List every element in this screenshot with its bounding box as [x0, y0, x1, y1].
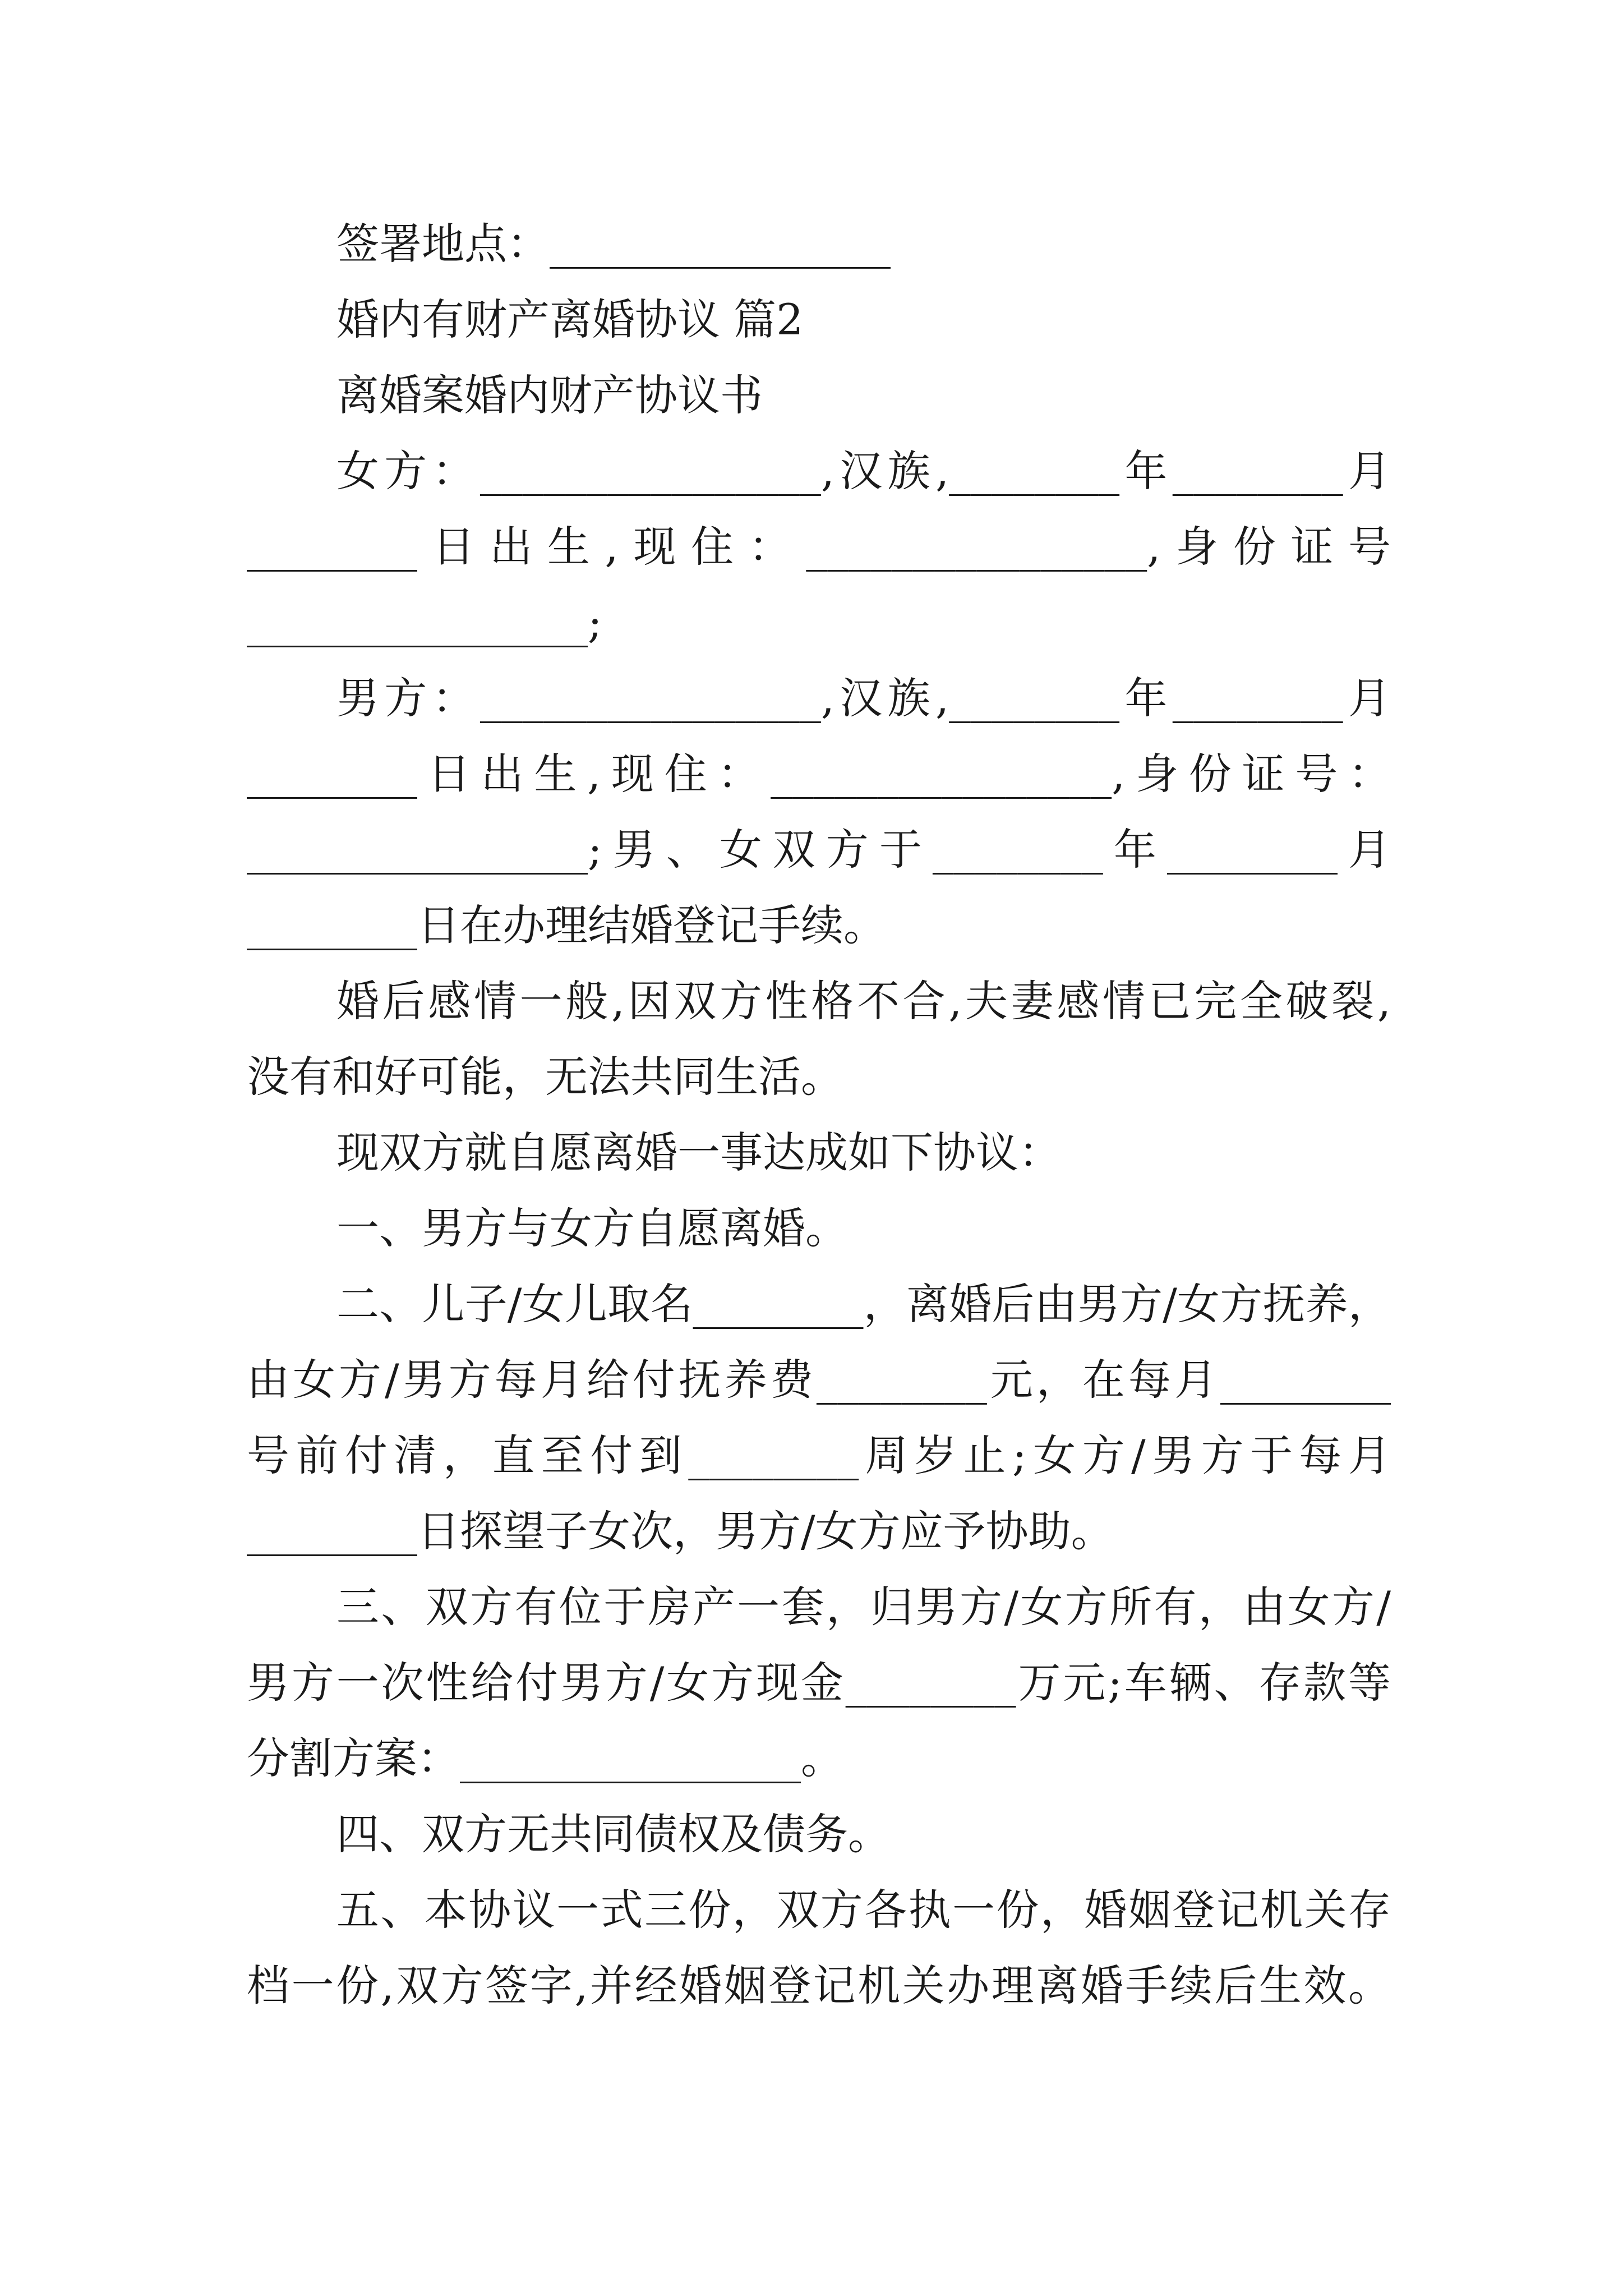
female-party-line: 女方：________________,汉族,________年________月: [336, 446, 1391, 496]
clause-three-line: 男方一次性给付男方/女方现金________万元;车辆、存款等: [247, 1658, 1391, 1708]
signing-location-line: 签署地点：________________: [336, 219, 891, 269]
paragraph-line: 现双方就自愿离婚一事达成如下协议：: [336, 1128, 1061, 1177]
paragraph-line: 婚后感情一般,因双方性格不合,夫妻感情已完全破裂,: [336, 976, 1391, 1026]
clause-three-line: 三、双方有位于房产一套，归男方/女方所有，由女方/: [336, 1582, 1391, 1632]
marriage-date-line: ________日在办理结婚登记手续。: [247, 900, 886, 950]
female-party-line: ________________;: [247, 597, 602, 647]
clause-two-line: 号前付清，直至付到________周岁止;女方/男方于每月: [247, 1430, 1391, 1480]
agreement-title: 离婚案婚内财产协议书: [336, 370, 763, 420]
clause-one: 一、男方与女方自愿离婚。: [336, 1203, 848, 1253]
female-party-line: ________日出生,现住：________________,身份证号: [247, 522, 1391, 572]
clause-three-line: 分割方案：________________。: [247, 1733, 843, 1783]
clause-four: 四、双方无共同债权及债务。: [336, 1809, 891, 1859]
male-party-line: 男方：________________,汉族,________年________月: [336, 673, 1391, 723]
clause-five-line: 五、本协议一式三份，双方各执一份，婚姻登记机关存: [336, 1885, 1391, 1935]
male-party-line: ________日出生,现住：________________,身份证号：: [247, 749, 1391, 799]
marriage-date-line: ________________;男、女双方于________年________月: [247, 825, 1391, 875]
clause-two-line: 二、儿子/女儿取名________，离婚后由男方/女方抚养，: [336, 1279, 1391, 1329]
clause-two-line: ________日探望子女次，男方/女方应予协助。: [247, 1506, 1114, 1556]
clause-two-line: 由女方/男方每月给付抚养费________元，在每月________: [247, 1355, 1391, 1405]
clause-five-line: 档一份,双方签字,并经婚姻登记机关办理离婚手续后生效。: [247, 1961, 1391, 2010]
paragraph-line: 没有和好可能，无法共同生活。: [247, 1052, 843, 1102]
section-title: 婚内有财产离婚协议 篇2: [336, 295, 804, 344]
